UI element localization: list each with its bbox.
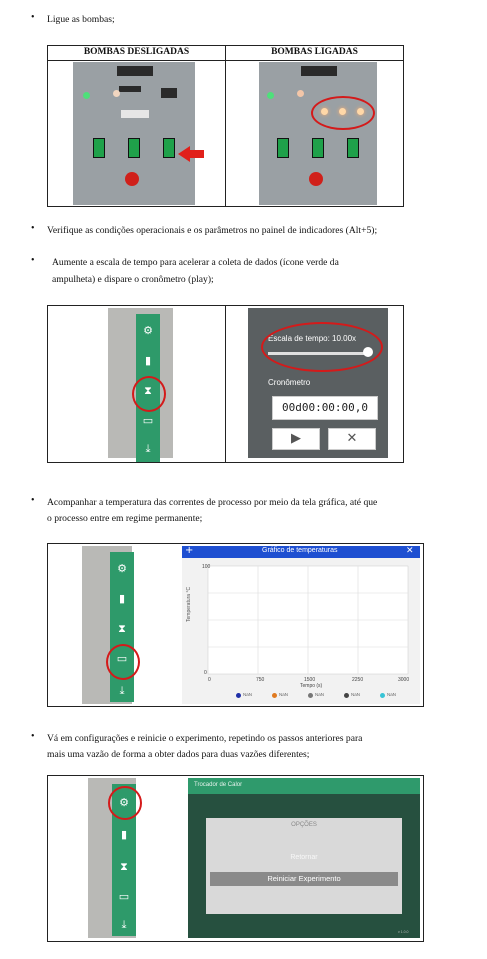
bullet: • — [31, 223, 35, 234]
play-button[interactable] — [272, 428, 320, 450]
restart-experiment-label: Reiniciar Experimento — [267, 874, 341, 883]
indicator-light — [297, 90, 304, 97]
graph-title: Gráfico de temperaturas — [262, 547, 338, 554]
return-button[interactable]: Retornar — [290, 854, 318, 861]
gear-icon[interactable]: ⚙ — [117, 562, 127, 575]
chronometer-label: Cronômetro — [268, 378, 311, 387]
figure-pumps — [47, 45, 404, 207]
panel-icon[interactable]: ▮ — [118, 592, 126, 605]
indicator-light — [267, 92, 274, 99]
options-title: OPÇÕES — [291, 822, 317, 828]
indicator-light — [83, 92, 90, 99]
legend-entry: NaN — [351, 692, 361, 697]
highlight-circle — [311, 96, 375, 130]
x-axis-label: Tempo (s) — [300, 683, 323, 689]
step-5-text-line1: Vá em configurações e reinicie o experimento, repetindo os passos anteriores para — [47, 733, 363, 744]
step-4-text-line2: o processo entre em regime permanente; — [47, 513, 203, 524]
monitor-icon[interactable]: ▭ — [118, 890, 130, 903]
download-icon[interactable]: ⤓ — [121, 918, 127, 931]
x-tick: 0 — [208, 677, 211, 683]
y-tick: 0 — [204, 670, 207, 676]
app-titlebar — [188, 778, 420, 794]
step-2-text: Verifique as condições operacionais e os parâmetros no painel de indicadores (Alt+5); — [47, 225, 378, 236]
panel-icon[interactable]: ▮ — [144, 354, 152, 367]
version-label: v 1.0.0 — [398, 930, 409, 934]
red-arrow-icon — [190, 150, 204, 158]
pump-1-switch[interactable] — [277, 138, 289, 158]
hourglass-icon[interactable]: ⧗ — [118, 622, 126, 635]
step-3-text-line1: Aumente a escala de tempo para acelerar a coleta de dados (ícone verde da — [52, 257, 339, 268]
gear-icon[interactable]: ⚙ — [119, 796, 129, 809]
hourglass-icon[interactable]: ⧗ — [120, 860, 128, 873]
monitor-icon[interactable]: ▭ — [116, 652, 128, 665]
graph-titlebar — [182, 546, 420, 558]
figure-time-scale — [47, 305, 404, 463]
emergency-stop-button[interactable] — [125, 172, 139, 186]
highlight-circle — [132, 376, 166, 412]
legend-swatch — [344, 693, 349, 698]
emergency-stop-button[interactable] — [309, 172, 323, 186]
legend-swatch — [236, 693, 241, 698]
figure-restart-options — [47, 775, 424, 942]
chronometer-value: 00d00:00:00,0 — [281, 401, 369, 414]
step-5-text-line2: mais uma vazão de forma a obter dados para duas vazões diferentes; — [47, 749, 310, 760]
graph-window — [182, 546, 420, 704]
header-pumps-off: BOMBAS DESLIGADAS — [83, 47, 190, 57]
y-axis-label: Temperatura °C — [186, 586, 192, 622]
highlight-circle — [108, 786, 142, 820]
pump-3-switch[interactable] — [163, 138, 175, 158]
x-tick: 2250 — [352, 677, 364, 683]
time-scale-label: Escala de tempo: 10.00x — [268, 334, 357, 343]
plus-icon[interactable]: + — [185, 545, 194, 556]
pump-3-switch[interactable] — [347, 138, 359, 158]
bullet: • — [31, 12, 35, 23]
figure-temperature-graph — [47, 543, 424, 707]
header-pumps-on: BOMBAS LIGADAS — [271, 47, 358, 57]
hourglass-icon[interactable]: ⧗ — [144, 384, 152, 397]
download-icon[interactable]: ⤓ — [145, 442, 151, 455]
restart-experiment-button[interactable] — [210, 872, 398, 886]
legend-entry: NaN — [315, 692, 325, 697]
x-tick: 750 — [256, 677, 265, 683]
highlight-circle — [106, 644, 140, 680]
download-icon[interactable]: ⤓ — [119, 684, 125, 697]
bullet: • — [31, 255, 35, 266]
x-tick: 1500 — [304, 677, 316, 683]
stop-button[interactable] — [328, 428, 376, 450]
pump-panel-on — [259, 62, 377, 205]
chronometer-display — [272, 396, 378, 420]
pump-2-switch[interactable] — [312, 138, 324, 158]
legend-entry: NaN — [279, 692, 289, 697]
pump-panel-off — [73, 62, 195, 205]
legend-swatch — [272, 693, 277, 698]
options-dialog — [206, 818, 402, 914]
step-3-text-line2: ampulheta) e dispare o cronômetro (play); — [52, 274, 214, 285]
legend-swatch — [308, 693, 313, 698]
pump-1-switch[interactable] — [93, 138, 105, 158]
legend-entry: NaN — [387, 692, 397, 697]
step-1-text: Ligue as bombas; — [47, 14, 115, 25]
legend-swatch — [380, 693, 385, 698]
app-window — [188, 778, 420, 938]
window-title: Trocador de Calor — [194, 782, 243, 788]
gear-icon[interactable]: ⚙ — [143, 324, 153, 337]
indicator-light — [113, 90, 120, 97]
highlight-circle — [261, 322, 383, 372]
step-4-text-line1: Acompanhar a temperatura das correntes de processo por meio da tela gráfica, até que — [47, 497, 378, 508]
stop-icon: ✕ — [346, 431, 358, 446]
monitor-icon[interactable]: ▭ — [142, 414, 154, 427]
pump-2-switch[interactable] — [128, 138, 140, 158]
bullet: • — [31, 495, 35, 506]
legend-entry: NaN — [243, 692, 253, 697]
red-arrow-icon — [178, 146, 190, 162]
play-icon: ▶ — [291, 431, 301, 446]
legend — [236, 691, 416, 701]
panel-icon[interactable]: ▮ — [120, 828, 128, 841]
close-icon[interactable]: ✕ — [406, 546, 414, 556]
x-tick: 3000 — [398, 677, 410, 683]
bullet: • — [31, 731, 35, 742]
y-tick: 100 — [202, 564, 211, 570]
